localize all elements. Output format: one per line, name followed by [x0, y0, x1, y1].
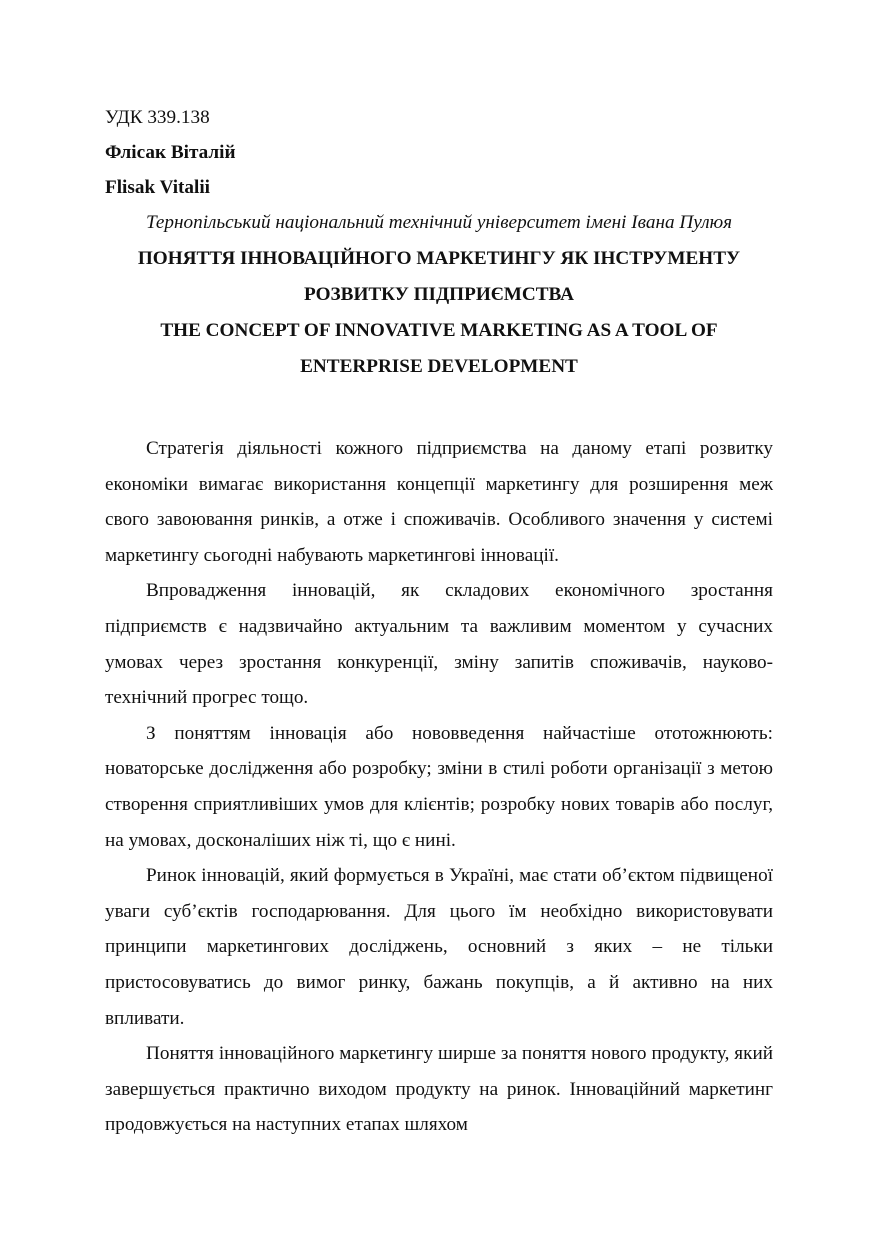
author-name-en: Flisak Vitalii [105, 177, 211, 198]
paragraph: Поняття інноваційного маркетингу ширше за поняття нового продукту, який завершується практично виходом продукту на ринок. Інноваційний маркетинг продовжується на наступних етапах шляхом [105, 1043, 773, 1136]
title-en-line-2: ENTERPRISE DEVELOPMENT [300, 356, 578, 377]
title-en-line-1: THE CONCEPT OF INNOVATIVE MARKETING AS A TOOL OF [160, 320, 718, 341]
author-affiliation: Тернопільський національний технічний університет імені Івана Пулюя [145, 212, 733, 233]
document-page [105, 100, 773, 1143]
paper-title [105, 241, 773, 385]
title-ua-line-1: ПОНЯТТЯ ІННОВАЦІЙНОГО МАРКЕТИНГУ ЯК ІНСТРУМЕНТУ [137, 248, 741, 269]
paragraph: Стратегія діяльності кожного підприємства на даному етапі розвитку економіки вимагає використання концепції маркетингу для розширення меж свого завоювання ринків, а отже і споживачів. Особливого значення у системі маркетингу сьогодні набувають маркетингові інновації. [105, 438, 773, 566]
body-text [105, 431, 773, 1143]
udc-code: УДК 339.138 [105, 107, 210, 128]
paragraph: З поняттям інновація або нововведення найчастіше ототожнюють: новаторське дослідження або розробку; зміни в стилі роботи організації з метою створення сприятливіших умов для клієнтів; розробку нових товарів або послуг, на умовах, досконаліших ніж ті, що є нині. [105, 722, 773, 851]
paragraph: Впровадження інновацій, як складових економічного зростання підприємств є надзвичайно актуальним та важливим моментом у сучасних умовах через зростання конкуренції, зміну запитів споживачів, науково-технічний прогрес тощо. [105, 580, 773, 709]
author-name-ua: Флісак Віталій [105, 142, 236, 163]
paragraph: Ринок інновацій, який формується в Україні, має стати об’єктом підвищеної уваги суб’єктів господарювання. Для цього їм необхідно використовувати принципи маркетингових досліджень, основний з яких – не тільки пристосовуватись до вимог ринку, бажань покупців, а й активно на них впливати. [105, 865, 773, 1029]
title-ua-line-2: РОЗВИТКУ ПІДПРИЄМСТВА [304, 284, 574, 305]
